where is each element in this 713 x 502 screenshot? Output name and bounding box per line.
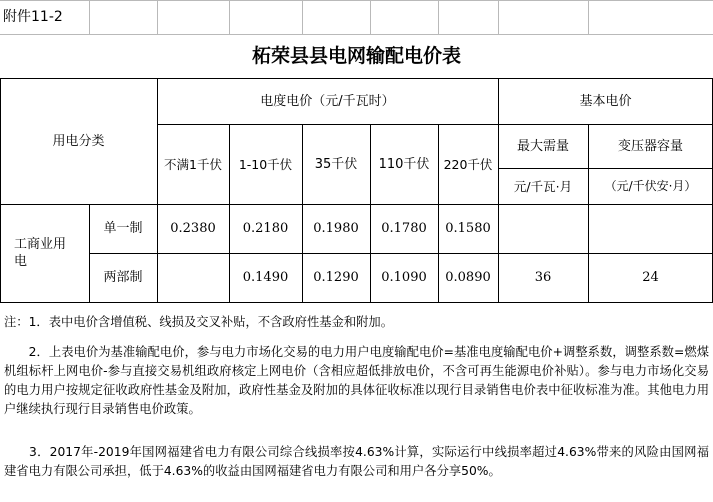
header-voltage-110kv: 110千伏 (378, 156, 430, 172)
price-single-1-10kv: 0.2180 (242, 221, 289, 236)
header-category: 用电分类 (52, 133, 105, 149)
row-label-single: 单一制 (103, 221, 143, 236)
note-1: 注：1．表中电价含增值税、线损及交叉补贴，不含政府性基金和附加。 (4, 315, 394, 329)
gridline (157, 0, 158, 34)
gridline (302, 0, 303, 34)
price-single-220kv: 0.1580 (445, 221, 491, 236)
row-group-commercial: 工商业用电 (14, 237, 67, 269)
row-label-dual: 两部制 (103, 270, 143, 285)
header-voltage-35kv: 35千伏 (314, 156, 358, 172)
header-max-demand: 最大需量 (516, 138, 569, 154)
gridline (229, 0, 230, 34)
attachment-label: 附件11-2 (3, 8, 63, 25)
price-dual-1-10kv: 0.1490 (242, 270, 289, 285)
table-border (0, 302, 713, 303)
note-3: 3．2017年-2019年国网福建省电力有限公司综合线损率按4.63%计算，实际运行中线损率超过4.63%带来的风险由国网福建省电力有限公司承担，低于4.63%的收益由国网福建省电力有限公司和用户各分享50%。 (4, 445, 709, 478)
price-dual-220kv: 0.0890 (445, 270, 491, 285)
note-2: 2．上表电价为基准输配电价，参与电力市场化交易的电力用户电度输配电价=基准电度输配电价+调整系数，调整系数=燃煤机组标杆上网电价-参与直接交易机组政府核定上网电价（含相应超低排放电价，不含可再生能源电价补贴）。参与电力市场化交易的电力用户按规定征收政府性基金及附加，政府性基金及附加的具体征收标准以现行目录销售电价表中征收标准为准。其他电力用户继续执行现行目录销售电价政策。 (4, 345, 709, 416)
max-demand-dual: 36 (534, 270, 552, 285)
price-single-under-1kv: 0.2380 (170, 221, 216, 236)
transformer-dual: 24 (642, 270, 659, 285)
header-voltage-under-1kv: 不满1千伏 (164, 156, 222, 172)
header-voltage-1-10kv: 1-10千伏 (238, 156, 293, 172)
max-demand-single (498, 204, 588, 253)
page-title: 柘荣县县电网输配电价表 (251, 44, 461, 67)
header-basic-price: 基本电价 (579, 93, 632, 109)
header-energy-price: 电度电价（元/千瓦时） (260, 93, 395, 109)
gridline (0, 0, 713, 1)
header-voltage-220kv: 220千伏 (443, 156, 493, 172)
header-transformer-unit: （元/千伏安·月） (604, 178, 697, 193)
price-single-110kv: 0.1780 (381, 221, 427, 236)
price-dual-110kv: 0.1090 (381, 270, 427, 285)
transformer-single (588, 204, 713, 253)
gridline (438, 0, 439, 34)
price-dual-35kv: 0.1290 (313, 270, 359, 285)
header-max-demand-unit: 元/千瓦·月 (513, 178, 573, 194)
price-dual-under-1kv (157, 253, 229, 302)
gridline (588, 0, 589, 34)
gridline (498, 0, 499, 34)
price-single-35kv: 0.1980 (313, 221, 359, 236)
gridline (370, 0, 371, 34)
header-transformer-capacity: 变压器容量 (617, 138, 683, 154)
gridline (89, 0, 90, 34)
